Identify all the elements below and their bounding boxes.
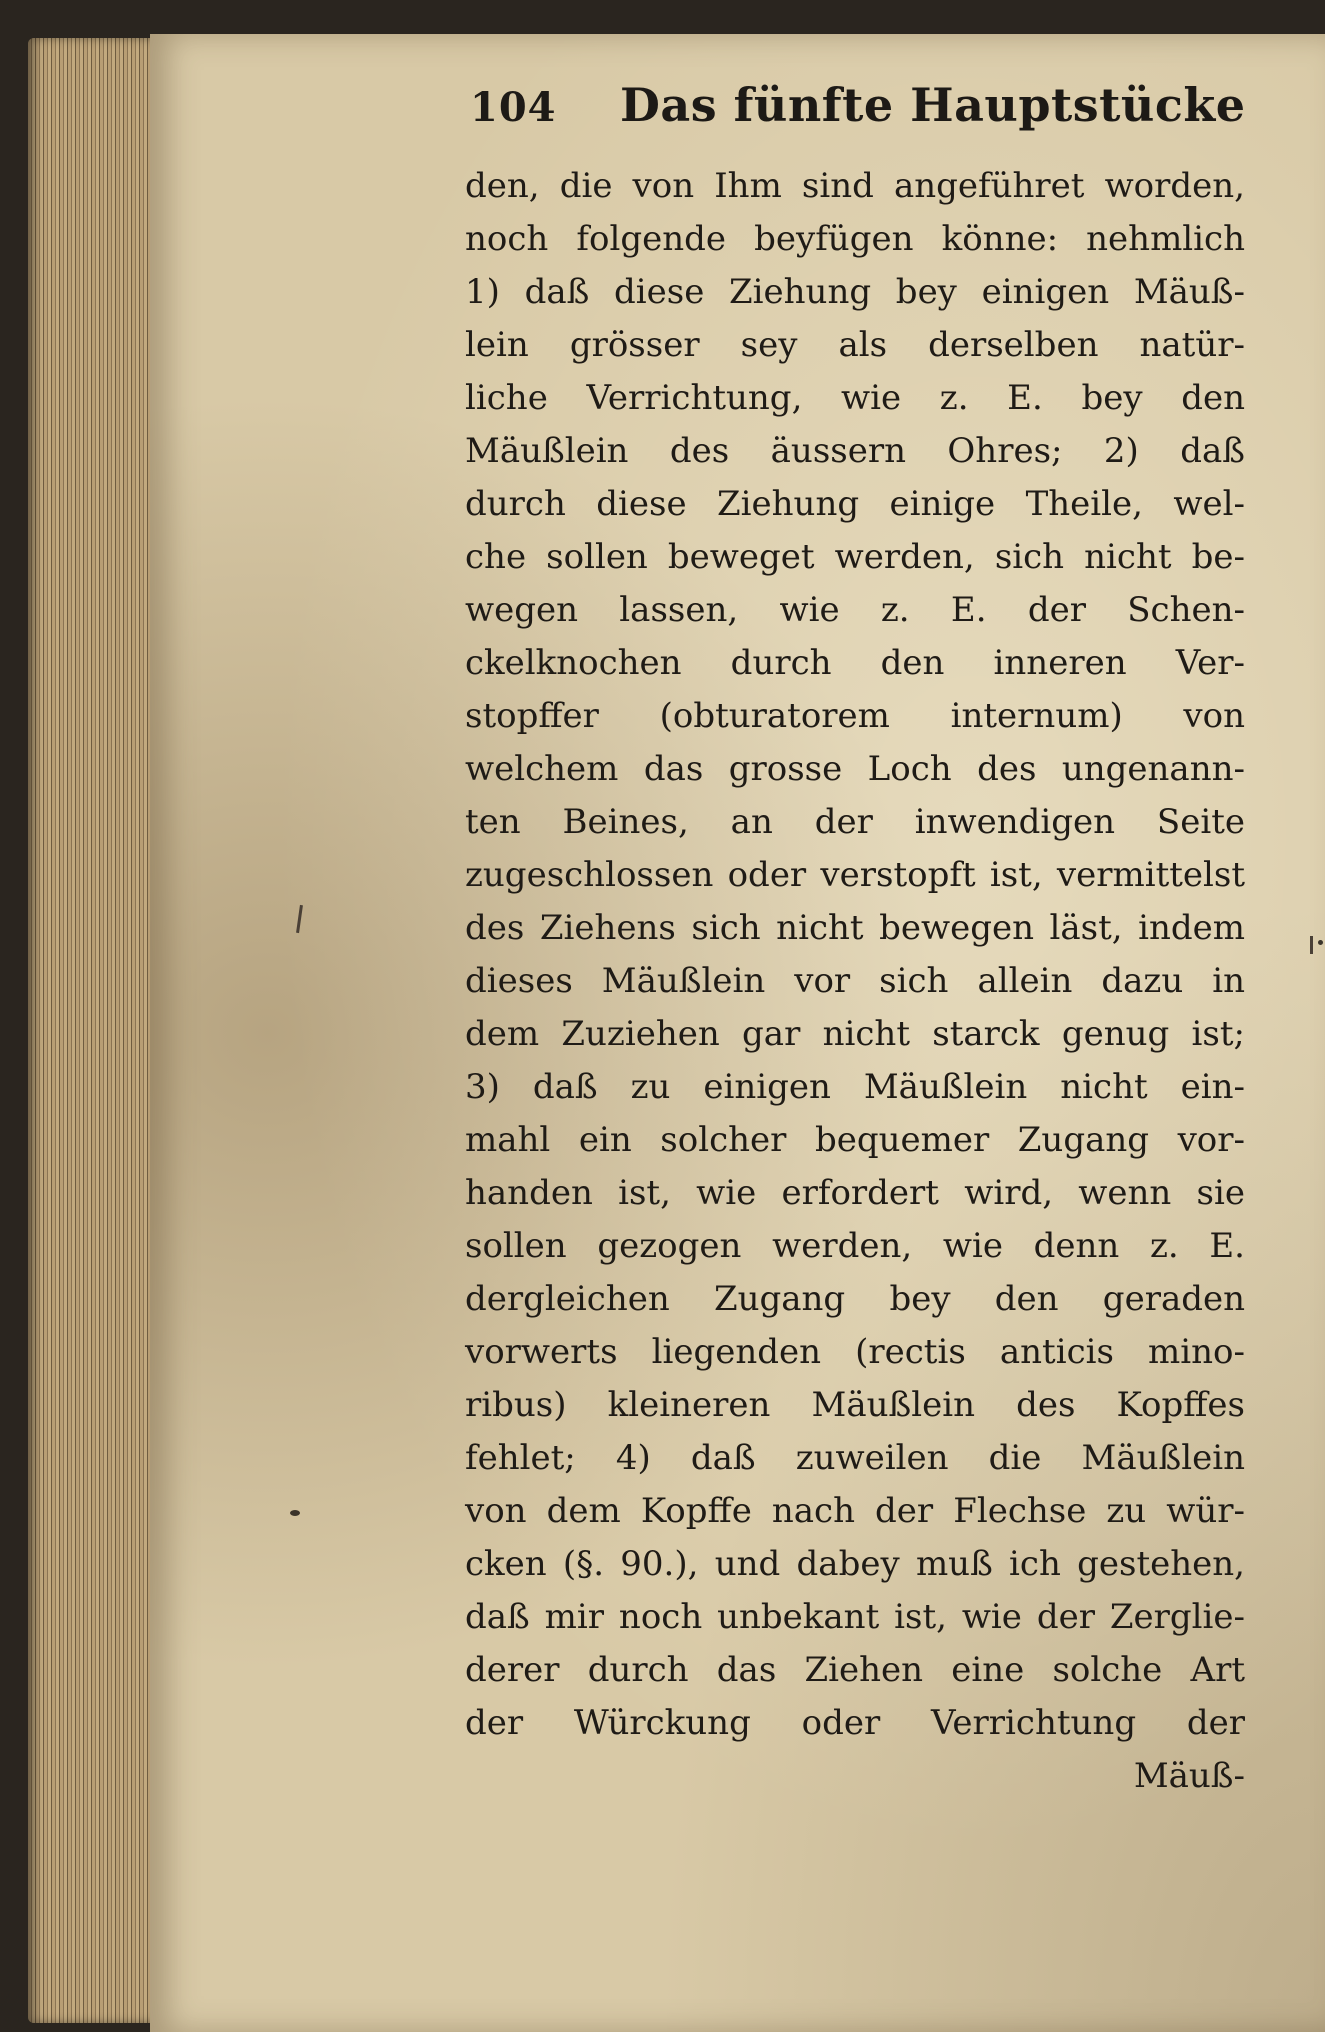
margin-stroke xyxy=(1310,936,1313,954)
text-line: derer durch das Ziehen eine solche Art xyxy=(465,1650,1245,1690)
text-line: dieses Mäußlein vor sich allein dazu in xyxy=(465,961,1245,1001)
text-line: dergleichen Zugang bey den geraden xyxy=(465,1279,1245,1319)
text-line: daß mir noch unbekant ist, wie der Zerglie- xyxy=(465,1597,1245,1637)
text-line: 1) daß diese Ziehung bey einigen Mäuß- xyxy=(465,272,1245,312)
text-line: cken (§. 90.), und dabey muß ich gestehen, xyxy=(465,1544,1245,1584)
text-line: handen ist, wie erfordert wird, wenn sie xyxy=(465,1173,1245,1213)
text-line: zugeschlossen oder verstopft ist, vermittelst xyxy=(465,855,1245,895)
body-text xyxy=(465,160,1245,1803)
text-line: durch diese Ziehung einige Theile, wel- xyxy=(465,484,1245,524)
text-line: mahl ein solcher bequemer Zugang vor- xyxy=(465,1120,1245,1160)
text-line: stopffer (obturatorem internum) von xyxy=(465,696,1245,736)
text-line: wegen lassen, wie z. E. der Schen- xyxy=(465,590,1245,630)
text-line: der Würckung oder Verrichtung der xyxy=(465,1703,1245,1743)
catchword: Mäuß- xyxy=(1133,1756,1245,1796)
page-header xyxy=(470,78,1246,148)
text-line: ckelknochen durch den inneren Ver- xyxy=(465,643,1245,683)
text-line: noch folgende beyfügen könne: nehmlich xyxy=(465,219,1245,259)
text-line: ten Beines, an der inwendigen Seite xyxy=(465,802,1245,842)
text-line: che sollen beweget werden, sich nicht be- xyxy=(465,537,1245,577)
text-line: vorwerts liegenden (rectis anticis mino- xyxy=(465,1332,1245,1372)
text-line: welchem das grosse Loch des ungenann- xyxy=(465,749,1245,789)
text-line: des Ziehens sich nicht bewegen läst, indem xyxy=(465,908,1245,948)
running-title: Das fünfte Hauptstücke xyxy=(620,78,1246,132)
text-line: 3) daß zu einigen Mäußlein nicht ein- xyxy=(465,1067,1245,1107)
text-line: den, die von Ihm sind angeführet worden, xyxy=(465,166,1245,206)
ink-speck xyxy=(1318,940,1323,945)
book-page-edges xyxy=(28,38,163,2023)
text-line: Mäußlein des äussern Ohres; 2) daß xyxy=(465,431,1245,471)
text-line: dem Zuziehen gar nicht starck genug ist; xyxy=(465,1014,1245,1054)
text-line: liche Verrichtung, wie z. E. bey den xyxy=(465,378,1245,418)
text-line: sollen gezogen werden, wie denn z. E. xyxy=(465,1226,1245,1266)
text-line: lein grösser sey als derselben natür- xyxy=(465,325,1245,365)
text-line: fehlet; 4) daß zuweilen die Mäußlein xyxy=(465,1438,1245,1478)
text-line: ribus) kleineren Mäußlein des Kopffes xyxy=(465,1385,1245,1425)
text-line: von dem Kopffe nach der Flechse zu wür- xyxy=(465,1491,1245,1531)
ink-speck xyxy=(290,1510,300,1516)
page-number: 104 xyxy=(470,84,557,131)
